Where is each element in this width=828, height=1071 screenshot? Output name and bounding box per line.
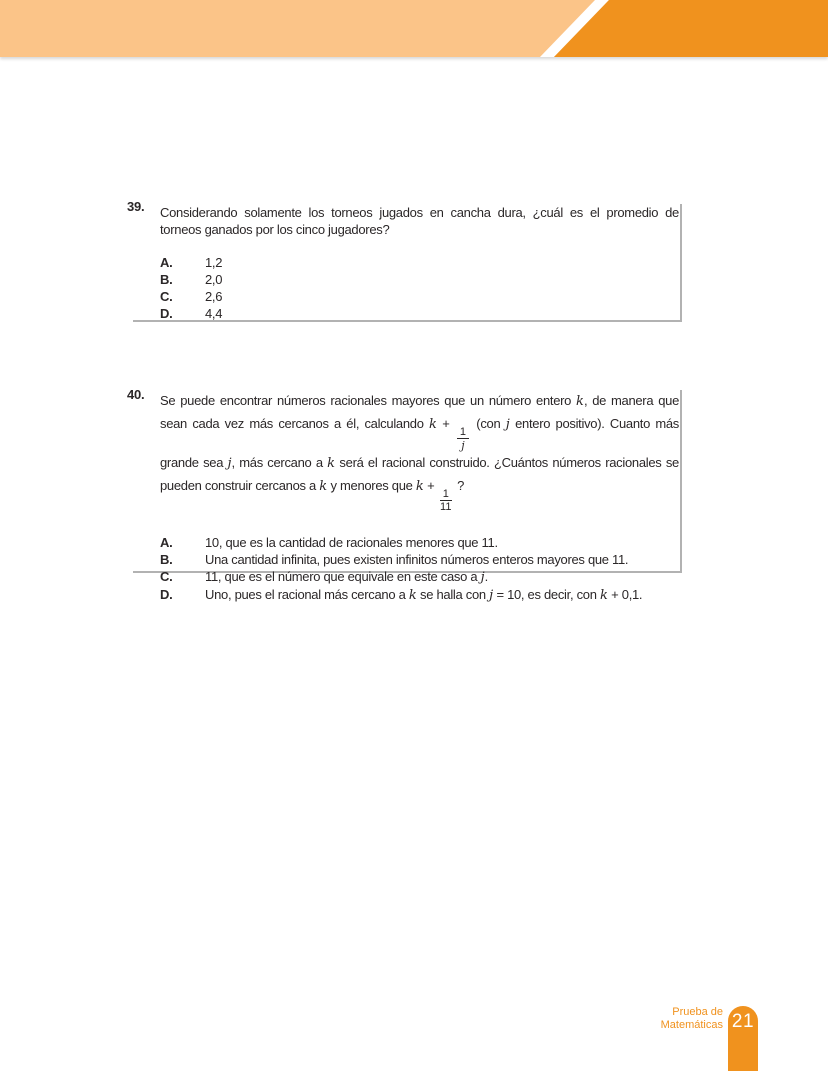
option-text: Uno, pues el racional más cercano a k se halla con j = 10, es decir, con k + 0,1. — [205, 586, 643, 603]
math-variable: j — [227, 455, 232, 471]
math-variable: k — [415, 478, 424, 494]
math-variable: j — [505, 417, 510, 432]
question-40-box — [133, 390, 682, 603]
option-text: 2,0 — [205, 272, 223, 287]
option-label: D. — [160, 306, 173, 321]
option-row — [160, 586, 679, 604]
math-variable: k — [599, 587, 608, 603]
question-40-options — [160, 534, 679, 604]
math-variable: k — [428, 417, 437, 432]
option-label: D. — [160, 586, 173, 602]
option-row — [160, 305, 679, 322]
math-variable: j — [489, 587, 494, 603]
footer-label-line2: Matemáticas — [660, 1019, 723, 1031]
question-39-options — [160, 254, 679, 322]
page-number: 21 — [731, 1011, 755, 1032]
math-variable: k — [408, 587, 417, 603]
math-variable: k — [327, 455, 336, 471]
option-label: C. — [160, 289, 173, 304]
option-text: 1,2 — [205, 255, 223, 270]
page-header-band — [0, 0, 828, 57]
option-row — [160, 254, 679, 271]
option-text: 4,4 — [205, 306, 223, 321]
option-label: C. — [160, 568, 173, 584]
option-text: 11, que es el número que equivale en este caso a j. — [205, 568, 488, 585]
option-text: Una cantidad infinita, pues existen infinitos números enteros mayores que 11. — [205, 551, 629, 567]
option-row — [160, 288, 679, 305]
math-fraction: $\frac{1}{11}$ — [440, 487, 452, 514]
footer-test-label — [603, 1006, 723, 1032]
option-text: 10, que es la cantidad de racionales menores que 11. — [205, 534, 498, 550]
option-label: A. — [160, 534, 173, 550]
math-variable: k — [576, 394, 584, 409]
math-variable: j — [480, 569, 485, 585]
option-row — [160, 271, 679, 288]
question-40-number: 40. — [127, 387, 145, 402]
math-variable: k — [319, 478, 328, 494]
option-row — [160, 568, 679, 586]
option-text: 2,6 — [205, 289, 223, 304]
option-row — [160, 534, 679, 551]
math-fraction: $\frac{1}{j}$ — [457, 427, 469, 452]
option-label: B. — [160, 551, 173, 567]
footer-label-line1: Prueba de — [672, 1006, 723, 1018]
page-number-tab — [728, 1006, 758, 1071]
question-40-text: Se puede encontrar números racionales mayores que un número entero k, de manera que sean cada vez más cercanos a él, calculando k + $\frac{1}{j}$ (con j entero positivo). Cuanto más grande sea j, más cercano a k será el racional construido. ¿Cuántos números racionales se pueden construir cercanos a k y menores que k + $\frac{1}{11}$ ? — [160, 393, 680, 514]
option-label: A. — [160, 255, 173, 270]
question-39-number: 39. — [127, 199, 145, 214]
option-row — [160, 551, 679, 568]
option-label: B. — [160, 272, 173, 287]
question-39-text: Considerando solamente los torneos jugados en cancha dura, ¿cuál es el promedio de torneos ganados por los cinco jugadores? — [160, 205, 679, 237]
question-39-box — [133, 204, 682, 322]
